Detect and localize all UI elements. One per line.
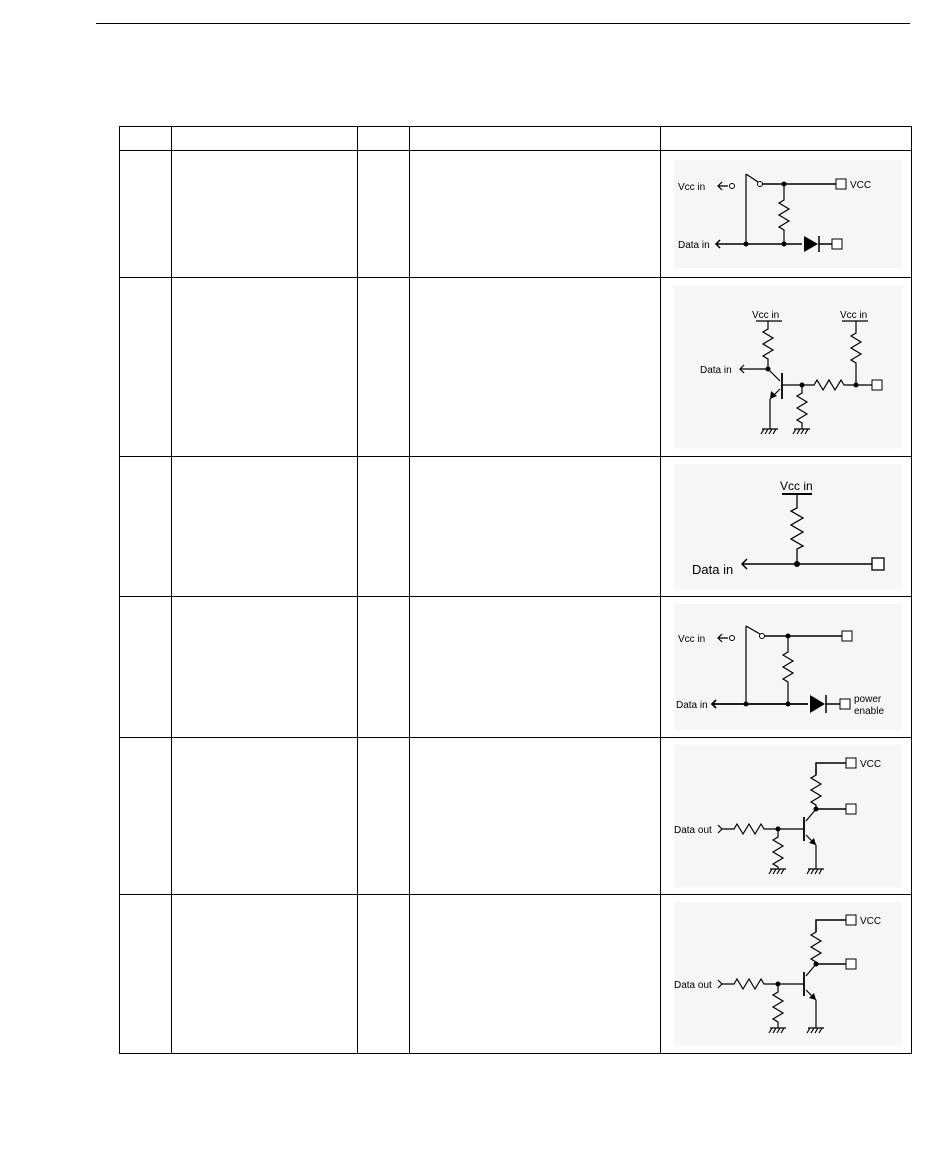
data-out-label: Data out bbox=[674, 980, 712, 991]
data-in-label: Data in bbox=[676, 700, 708, 711]
circuit-diagram-2 bbox=[666, 281, 906, 453]
vcc-in-label: Vcc in bbox=[678, 634, 706, 645]
data-in-label: Data in bbox=[678, 240, 710, 251]
vcc-in-label: Vcc in bbox=[780, 478, 813, 493]
header-rule bbox=[96, 23, 910, 24]
table-header-row bbox=[120, 127, 912, 151]
power-label: power bbox=[854, 694, 882, 705]
pin-output bbox=[846, 804, 856, 814]
vcc-label: VCC bbox=[850, 180, 872, 191]
vcc-in-label-right: Vcc in bbox=[840, 310, 868, 321]
pin-output bbox=[846, 959, 856, 969]
circuit-cell bbox=[661, 278, 912, 457]
circuit-cell bbox=[661, 457, 912, 597]
data-out-label: Data out bbox=[674, 825, 712, 836]
header-cell-5 bbox=[661, 127, 912, 151]
circuit-diagram-5 bbox=[666, 741, 906, 891]
table-row bbox=[120, 895, 912, 1054]
pin-data bbox=[832, 239, 842, 249]
table-row bbox=[120, 457, 912, 597]
circuit-cell bbox=[661, 597, 912, 738]
vcc-label: VCC bbox=[860, 916, 882, 927]
pin-data bbox=[840, 699, 850, 709]
circuit-diagram-1 bbox=[666, 154, 906, 274]
header-cell-2 bbox=[172, 127, 358, 151]
data-in-label: Data in bbox=[700, 365, 732, 376]
pin-data bbox=[872, 380, 882, 390]
pin-vcc bbox=[836, 179, 846, 189]
circuit-diagram-4 bbox=[666, 600, 906, 734]
circuit-cell bbox=[661, 151, 912, 278]
pin-data bbox=[872, 558, 884, 570]
circuit-cell bbox=[661, 895, 912, 1054]
data-in-label: Data in bbox=[692, 561, 734, 577]
vcc-in-label: Vcc in bbox=[678, 182, 706, 193]
header-cell-1 bbox=[120, 127, 172, 151]
table-row bbox=[120, 151, 912, 278]
header-cell-3 bbox=[358, 127, 410, 151]
switch-contact bbox=[730, 184, 735, 189]
enable-label: enable bbox=[854, 706, 885, 717]
pin-vcc bbox=[842, 631, 852, 641]
table-row bbox=[120, 278, 912, 457]
circuit-cell bbox=[661, 738, 912, 895]
vcc-in-label-left: Vcc in bbox=[752, 310, 780, 321]
table-row bbox=[120, 738, 912, 895]
vcc-label: VCC bbox=[860, 759, 882, 770]
header-cell-4 bbox=[410, 127, 661, 151]
pin-table bbox=[119, 126, 912, 1054]
pin-vcc bbox=[846, 915, 856, 925]
table-row bbox=[120, 597, 912, 738]
circuit-diagram-6 bbox=[666, 898, 906, 1050]
switch-contact bbox=[730, 636, 735, 641]
circuit-diagram-3 bbox=[666, 460, 906, 594]
pin-vcc bbox=[846, 758, 856, 768]
